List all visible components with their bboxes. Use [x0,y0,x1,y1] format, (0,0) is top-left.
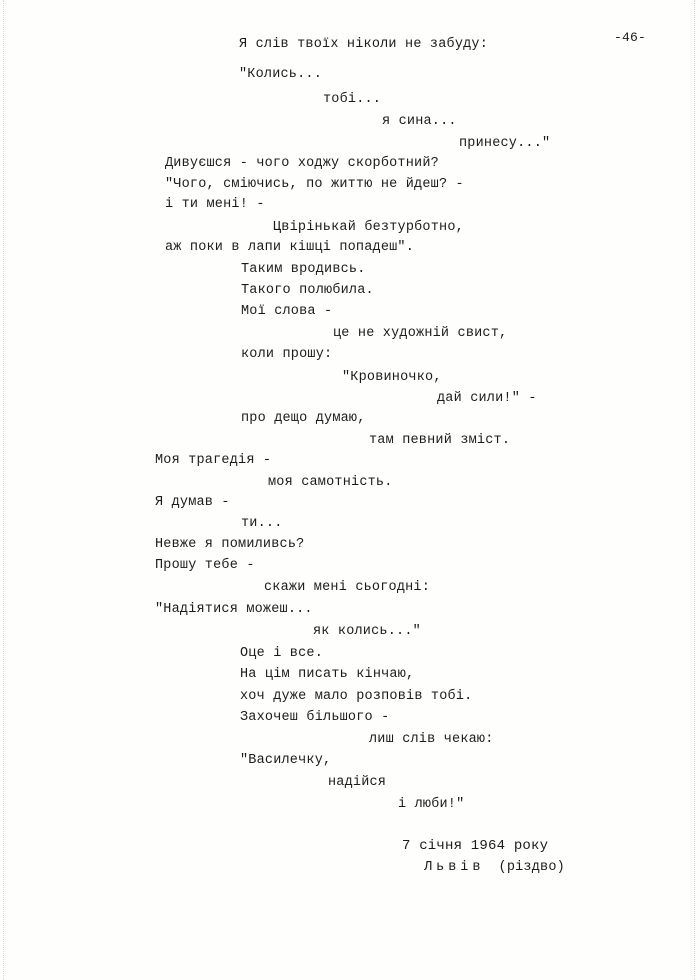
poem-line: і ти мені! - [165,197,265,212]
poem-line: Прошу тебе - [155,558,255,573]
poem-line: принесу..." [459,136,551,151]
poem-line: ти... [241,516,283,531]
poem-line: коли прошу: [241,347,333,362]
page-edge-left [3,0,4,980]
poem-line: моя самотність. [268,475,393,490]
poem-line: тобі... [323,92,382,107]
poem-line: там певний зміст. [369,433,511,448]
poem-line: Таким вродивсь. [241,262,366,277]
signature-date: 7 січня 1964 року [402,838,549,854]
page-number: -46- [614,30,647,45]
poem-line: Дивуєшся - чого ходжу скорботний? [165,156,439,171]
poem-line: "Василечку, [240,753,332,768]
poem-line: лиш слів чекаю: [369,732,494,747]
poem-line: про дещо думаю, [241,411,366,426]
poem-line: Оце і все. [240,646,324,661]
poem-line: скажи мені сьогодні: [264,580,431,595]
poem-line: "Надіятися можеш... [155,602,313,617]
poem-line: "Кровиночко, [342,370,442,385]
poem-line: На цім писать кінчаю, [240,667,415,682]
page-edge-right [694,0,695,980]
poem-line: дай сили!" - [437,391,537,406]
poem-line: Я слів твоїх ніколи не забуду: [239,37,489,52]
poem-line: "Чого, сміючись, по життю не йдеш? - [165,177,464,192]
poem-line: Захочеш більшого - [240,710,390,725]
poem-line: Мої слова - [241,304,333,319]
poem-line: Я думав - [155,495,230,510]
signature-place [424,860,565,875]
poem-line: надійся [328,775,387,790]
signature-note: (різдво) [498,860,565,875]
poem-line: аж поки в лапи кішці попадеш". [165,240,415,255]
poem-line: я сина... [382,114,457,129]
poem-line: Цвірінькай безтурботно, [273,220,464,235]
poem-line: "Колись... [239,67,323,82]
poem-line: Моя трагедія - [155,453,272,468]
poem-line: і люби!" [398,797,465,812]
poem-line: Такого полюбила. [241,283,374,298]
poem-line: як колись..." [313,624,421,639]
poem-line: Невже я помиливсь? [155,537,305,552]
poem-line: хоч дуже мало розповів тобі. [240,689,473,704]
signature-city: Львів [424,860,485,875]
poem-line: це не художній свист, [333,326,508,341]
